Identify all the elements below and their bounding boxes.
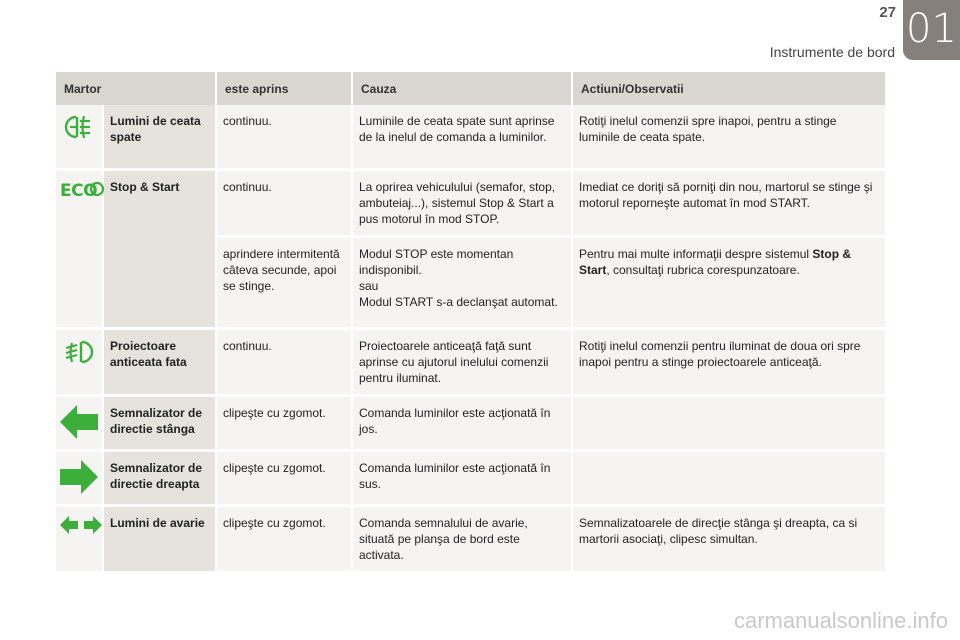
action-bold-text: Stop & Start bbox=[579, 246, 852, 277]
icon-cell bbox=[56, 450, 103, 505]
light-action bbox=[572, 450, 885, 505]
light-name: Lumini de avarie bbox=[103, 505, 216, 572]
light-action: Rotiţi inelul comenzii spre inapoi, pentru a stinge luminile de ceata spate. bbox=[572, 105, 885, 169]
cause-line: Modul STOP este momentan indisponibil. bbox=[359, 246, 514, 277]
action-text: Pentru mai multe informaţii despre sistemul bbox=[579, 246, 813, 261]
eco-icon bbox=[60, 179, 104, 205]
light-state: continuu. bbox=[216, 328, 352, 395]
cause-line: Modul START s-a declanşat automat. bbox=[359, 294, 558, 309]
table-row bbox=[56, 395, 885, 450]
light-name: Semnalizator de directie stânga bbox=[103, 395, 216, 450]
light-name: Semnalizator de directie dreapta bbox=[103, 450, 216, 505]
icon-cell bbox=[56, 395, 103, 450]
light-action bbox=[572, 395, 885, 450]
table-row bbox=[56, 450, 885, 505]
column-header-state: este aprins bbox=[216, 72, 352, 105]
light-action: Imediat ce doriţi să porniţi din nou, martorul se stinge şi motorul reporneşte automat în mod START. bbox=[572, 169, 885, 236]
column-header-cause: Cauza bbox=[352, 72, 572, 105]
chapter-tab: 01 bbox=[903, 0, 960, 60]
light-name: Stop & Start bbox=[103, 169, 216, 328]
light-cause: La oprirea vehiculului (semafor, stop, ambuteiaj...), sistemul Stop & Start a pus motorul în mod STOP. bbox=[352, 169, 572, 236]
column-header-actions: Actiuni/Observatii bbox=[572, 72, 885, 105]
light-cause: Comanda semnalului de avarie, situată pe planşa de bord este activata. bbox=[352, 505, 572, 572]
light-state: continuu. bbox=[216, 169, 352, 236]
hazard-arrows-icon bbox=[60, 515, 102, 539]
watermark: carmanualsonline.info bbox=[733, 608, 948, 633]
section-title: Instrumente de bord bbox=[769, 44, 895, 60]
light-action: Rotiţi inelul comenzii pentru iluminat de doua ori spre inapoi pentru a stinge proiectoarele anticeaţă. bbox=[572, 328, 885, 395]
light-state: clipeşte cu zgomot. bbox=[216, 395, 352, 450]
table-header-row bbox=[56, 72, 885, 105]
light-cause: Luminile de ceata spate sunt aprinse de la inelul de comanda a luminilor. bbox=[352, 105, 572, 169]
rear-fog-light-icon bbox=[62, 113, 96, 145]
light-state: clipeşte cu zgomot. bbox=[216, 505, 352, 572]
light-cause: Comanda luminilor este acţionată în sus. bbox=[352, 450, 572, 505]
light-action: Semnalizatoarele de direcţie stânga şi dreapta, ca si martorii asociaţi, clipesc simultan. bbox=[572, 505, 885, 572]
light-action bbox=[572, 236, 885, 328]
icon-cell bbox=[56, 505, 103, 572]
icon-cell bbox=[56, 328, 103, 395]
table-row bbox=[56, 105, 885, 169]
light-name: Proiectoare anticeata fata bbox=[103, 328, 216, 395]
cause-line: sau bbox=[359, 278, 379, 293]
right-arrow-icon bbox=[60, 460, 98, 498]
page-number: 27 bbox=[879, 4, 896, 21]
light-name: Lumini de ceata spate bbox=[103, 105, 216, 169]
light-state: continuu. bbox=[216, 105, 352, 169]
table-row bbox=[56, 328, 885, 395]
column-header-martor: Martor bbox=[56, 72, 216, 105]
icon-cell bbox=[56, 105, 103, 169]
light-cause bbox=[352, 236, 572, 328]
light-cause: Comanda luminilor este acţionată în jos. bbox=[352, 395, 572, 450]
left-arrow-icon bbox=[60, 405, 98, 443]
light-cause: Proiectoarele anticeaţă faţă sunt aprinse cu ajutorul inelului comenzii pentru iluminat. bbox=[352, 328, 572, 395]
warning-lights-table bbox=[56, 72, 885, 574]
light-state: aprindere intermitentă câteva secunde, apoi se stinge. bbox=[216, 236, 352, 328]
icon-cell bbox=[56, 169, 103, 328]
light-state: clipeşte cu zgomot. bbox=[216, 450, 352, 505]
svg-text:ECO: ECO bbox=[60, 180, 98, 201]
front-fog-light-icon bbox=[62, 338, 96, 370]
action-text: , consultaţi rubrica corespunzatoare. bbox=[606, 262, 800, 277]
table-row bbox=[56, 169, 885, 236]
table-row bbox=[56, 505, 885, 572]
